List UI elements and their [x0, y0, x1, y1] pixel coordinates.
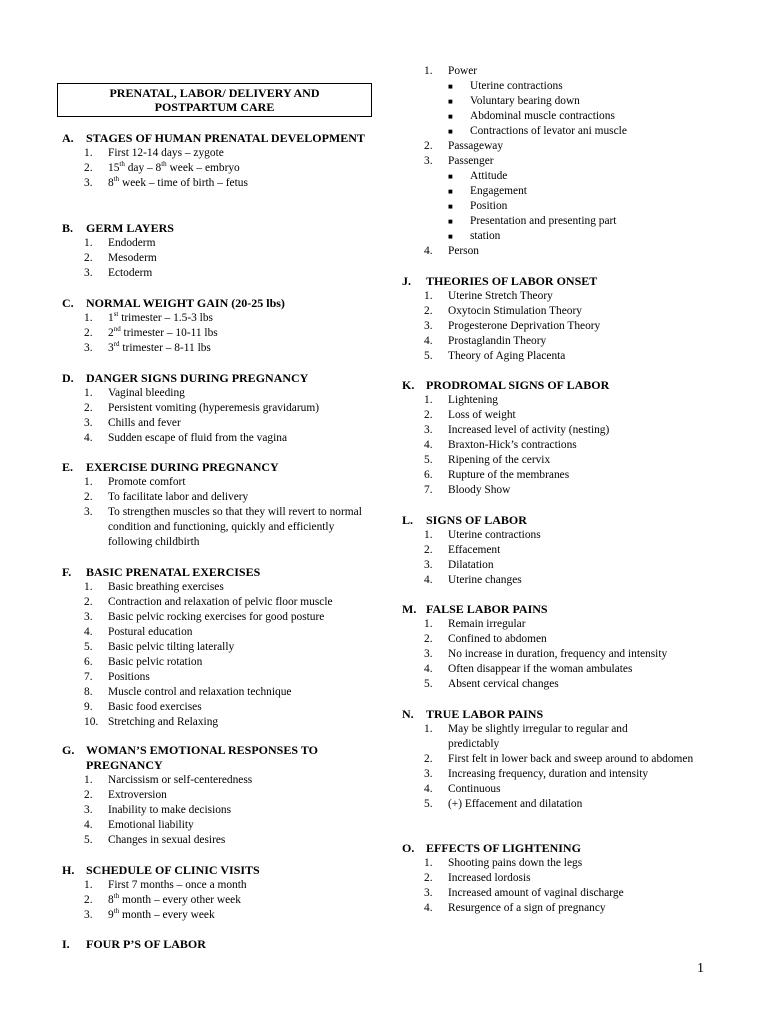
- list-item: 6. Basic pelvic rotation: [84, 656, 203, 668]
- list-item: 3. Ectoderm: [84, 267, 153, 279]
- list-item: 2. Confined to abdomen: [424, 633, 547, 645]
- list-item: 3. 3rd trimester – 8-11 lbs: [84, 340, 211, 354]
- section-b: [62, 221, 382, 281]
- section-g: [62, 743, 382, 848]
- list-item: 1. May be slightly irregular to regular and predictably: [424, 723, 628, 750]
- list-item: 2. Mesoderm: [84, 252, 157, 264]
- list-item: 2. 8th month – every other week: [84, 892, 241, 906]
- list-item: 6. Rupture of the membranes: [424, 469, 570, 481]
- list-item: 5. Changes in sexual desires: [84, 834, 226, 846]
- list-item: 3. 9th month – every week: [84, 907, 215, 921]
- list-item: 3. Increasing frequency, duration and intensity: [424, 768, 649, 780]
- list-item: 1. Uterine contractions: [424, 529, 541, 541]
- section-m: [402, 602, 712, 692]
- page-number: 1: [697, 961, 704, 976]
- list-item: 2. Passageway: [424, 140, 504, 152]
- list-item: 3. No increase in duration, frequency and intensity: [424, 648, 668, 660]
- section-f: [62, 565, 382, 730]
- section-n: [402, 707, 712, 812]
- section-l: [402, 513, 712, 588]
- list-item: 2. 2nd trimester – 10-11 lbs: [84, 325, 218, 339]
- bullet-item: ■ Presentation and presenting part: [448, 215, 617, 227]
- list-item: 4. Emotional liability: [84, 819, 194, 831]
- section-heading: G. WOMAN’S EMOTIONAL RESPONSES TO PREGNANCY: [62, 743, 318, 772]
- list-item: 1. Promote comfort: [84, 476, 186, 488]
- section-d: [62, 371, 382, 446]
- list-item: 1. Basic breathing exercises: [84, 581, 224, 593]
- section-heading: I. FOUR P’S OF LABOR: [62, 937, 206, 951]
- list-item: 4. Braxton-Hick’s contractions: [424, 439, 577, 451]
- list-item: 2. Contraction and relaxation of pelvic floor muscle: [84, 596, 333, 608]
- section-e: [62, 460, 382, 550]
- list-item: 2. Persistent vomiting (hyperemesis gravidarum): [84, 402, 319, 414]
- list-item: 2. Effacement: [424, 544, 501, 556]
- bullet-item: ■ Engagement: [448, 185, 527, 197]
- list-item: 1. Lightening: [424, 394, 498, 406]
- list-item: 5. (+) Effacement and dilatation: [424, 798, 583, 810]
- list-item: 10. Stretching and Relaxing: [84, 716, 219, 728]
- bullet-item: ■ Contractions of levator ani muscle: [448, 125, 627, 137]
- section-heading: E. EXERCISE DURING PREGNANCY: [62, 460, 279, 474]
- list-item: 1. 1st trimester – 1.5-3 lbs: [84, 310, 213, 324]
- list-item: 2. First felt in lower back and sweep around to abdomen: [424, 753, 694, 765]
- section-j: [402, 274, 712, 364]
- list-item: 3. Increased amount of vaginal discharge: [424, 887, 624, 899]
- section-heading: M. FALSE LABOR PAINS: [402, 602, 548, 616]
- section-o: [402, 841, 712, 916]
- bullet-item: ■ Abdominal muscle contractions: [448, 110, 615, 122]
- list-item: 7. Bloody Show: [424, 484, 511, 496]
- document-title-line1: PRENATAL, LABOR/ DELIVERY AND: [109, 86, 320, 100]
- section-i: [62, 937, 382, 952]
- list-item: 4. Resurgence of a sign of pregnancy: [424, 902, 606, 914]
- list-item: 1. Vaginal bleeding: [84, 387, 185, 399]
- list-item: 7. Positions: [84, 671, 150, 683]
- list-item: 4. Often disappear if the woman ambulates: [424, 663, 633, 675]
- list-item: 1. First 12-14 days – zygote: [84, 147, 224, 159]
- list-item: 1. Shooting pains down the legs: [424, 857, 583, 869]
- list-item: 5. Ripening of the cervix: [424, 454, 551, 466]
- list-item: 3. Chills and fever: [84, 417, 181, 429]
- four-ps-list: [402, 64, 712, 259]
- list-item: 4. Uterine changes: [424, 574, 522, 586]
- section-heading: K. PRODROMAL SIGNS OF LABOR: [402, 378, 610, 392]
- list-item: 2. Oxytocin Stimulation Theory: [424, 305, 582, 317]
- bullet-item: ■ Uterine contractions: [448, 80, 563, 92]
- list-item: 4. Sudden escape of fluid from the vagina: [84, 432, 288, 444]
- section-c: [62, 296, 382, 356]
- list-item: 2. To facilitate labor and delivery: [84, 491, 249, 503]
- list-item: 3. Progesterone Deprivation Theory: [424, 320, 601, 332]
- list-item: 1. Narcissism or self-centeredness: [84, 774, 253, 786]
- list-item: 5. Basic pelvic tilting laterally: [84, 641, 235, 653]
- list-item: 3. Passenger: [424, 155, 494, 167]
- list-item: 1. Endoderm: [84, 237, 156, 249]
- list-item: 3. Basic pelvic rocking exercises for good posture: [84, 611, 325, 623]
- list-item: 4. Continuous: [424, 783, 501, 795]
- list-item: 4. Person: [424, 245, 480, 257]
- list-item: 3. To strengthen muscles so that they will revert to normal condition and functioning, quickly and efficiently following childbirth: [84, 506, 362, 548]
- list-item: 3. Dilatation: [424, 559, 494, 571]
- list-item: 4. Postural education: [84, 626, 193, 638]
- list-item: 2. Loss of weight: [424, 409, 516, 421]
- list-item: 1. Uterine Stretch Theory: [424, 290, 553, 302]
- document-title-line2: POSTPARTUM CARE: [154, 100, 275, 114]
- list-item: 4. Prostaglandin Theory: [424, 335, 547, 347]
- section-h: [62, 863, 382, 923]
- section-heading: O. EFFECTS OF LIGHTENING: [402, 841, 581, 855]
- bullet-item: ■ Voluntary bearing down: [448, 95, 580, 107]
- section-heading: [62, 131, 382, 146]
- document-title-box: [57, 83, 372, 117]
- section-heading: C. NORMAL WEIGHT GAIN (20-25 lbs): [62, 296, 285, 310]
- section-heading: D. DANGER SIGNS DURING PREGNANCY: [62, 371, 309, 385]
- bullet-item: ■ station: [448, 230, 501, 242]
- section-heading: F. BASIC PRENATAL EXERCISES: [62, 565, 261, 579]
- list-item: 3. 8th week – time of birth – fetus: [84, 175, 248, 189]
- list-item: 3. Inability to make decisions: [84, 804, 232, 816]
- list-item: 5. Theory of Aging Placenta: [424, 350, 566, 362]
- bullet-item: ■ Attitude: [448, 170, 508, 182]
- list-item: 2. Extroversion: [84, 789, 167, 801]
- list-item: 3. Increased level of activity (nesting): [424, 424, 610, 436]
- section-heading: J. THEORIES OF LABOR ONSET: [402, 274, 598, 288]
- list-item: 9. Basic food exercises: [84, 701, 202, 713]
- section-heading: B. GERM LAYERS: [62, 221, 174, 235]
- section-heading: N. TRUE LABOR PAINS: [402, 707, 544, 721]
- section-heading: L. SIGNS OF LABOR: [402, 513, 527, 527]
- bullet-item: ■ Position: [448, 200, 508, 212]
- list-item: 2. 15th day – 8th week – embryo: [84, 160, 240, 174]
- section-heading: H. SCHEDULE OF CLINIC VISITS: [62, 863, 260, 877]
- list-item: 2. Increased lordosis: [424, 872, 531, 884]
- section-a: [62, 131, 382, 191]
- list-item: 1. Power: [424, 65, 478, 77]
- section-k: [402, 378, 712, 498]
- list-item: 1. Remain irregular: [424, 618, 526, 630]
- list-item: 8. Muscle control and relaxation technique: [84, 686, 292, 698]
- list-item: 5. Absent cervical changes: [424, 678, 559, 690]
- list-item: 1. First 7 months – once a month: [84, 879, 247, 891]
- section-title: STAGES OF HUMAN PRENATAL DEVELOPMENT: [86, 131, 365, 145]
- section-letter: A.: [62, 131, 74, 145]
